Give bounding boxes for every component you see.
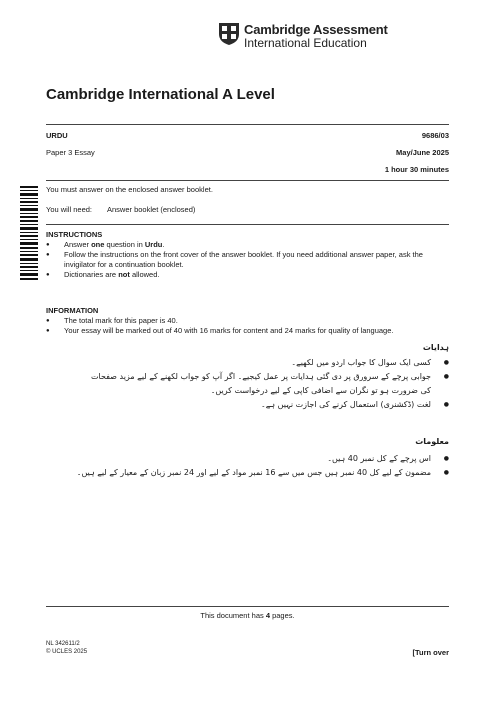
barcode: [20, 186, 38, 282]
paper-title: Paper 3 Essay: [46, 148, 95, 157]
divider: [46, 124, 449, 125]
cambridge-logo: [218, 22, 388, 50]
you-will-need-label: You will need:: [46, 205, 93, 214]
list-item: ● اس پرچے کے کل نمبر 40 ہیں۔: [49, 452, 449, 466]
duration: 1 hour 30 minutes: [384, 165, 449, 174]
urdu-instructions-list: [49, 356, 449, 412]
list-item: ● Dictionaries are not allowed.: [46, 270, 440, 280]
divider: [46, 224, 449, 225]
org-name-line2: International Education: [244, 36, 367, 50]
paper-code: 9686/03: [421, 131, 449, 140]
instructions-list: [46, 240, 440, 280]
list-item: ● Answer one question in Urdu.: [46, 240, 440, 250]
you-will-need-value: Answer booklet (enclosed): [107, 205, 196, 214]
urdu-instructions-heading: ہدایات: [422, 343, 449, 352]
turn-over: [Turn over: [412, 648, 449, 657]
qualification-title: Cambridge International A Level: [46, 86, 275, 103]
list-item: ● The total mark for this paper is 40.: [46, 316, 446, 326]
document-id: NL 342611/2: [46, 641, 80, 647]
list-item: ● Your essay will be marked out of 40 with 16 marks for content and 24 marks for quality of language.: [46, 326, 446, 336]
urdu-information-list: [49, 452, 449, 480]
list-item: ● مضمون کے لیے کل 40 نمبر ہیں جس میں سے 16 نمبر مواد کے لیے اور 24 نمبر زبان کے معیار کے لیے ہیں۔: [49, 466, 449, 480]
session: May/June 2025: [396, 148, 449, 157]
divider: [46, 180, 449, 181]
list-item: ● کسی ایک سوال کا جواب اردو میں لکھیے۔: [49, 356, 449, 370]
org-name-line1: Cambridge Assessment: [244, 22, 388, 37]
copyright: © UCLES 2025: [46, 649, 88, 655]
urdu-information-heading: معلومات: [415, 437, 449, 446]
divider: [46, 606, 449, 607]
information-heading: INFORMATION: [46, 306, 99, 315]
subject: URDU: [46, 131, 68, 140]
instructions-heading: INSTRUCTIONS: [46, 230, 103, 239]
list-item: ● لغت (ڈکشنری) استعمال کرنے کی اجازت نہیں ہے۔: [49, 398, 449, 412]
list-item: ● جوابی پرچے کے سرورق پر دی گئی ہدایات پر عمل کیجیے۔ اگر آپ کو جواب لکھنے کے لیے مزید صفحات کی ضرورت ہو تو نگران سے اضافی کاپی کے لیے درخواست کریں۔: [49, 370, 449, 398]
crest-icon: [218, 22, 240, 46]
answer-note: You must answer on the enclosed answer booklet.: [46, 185, 213, 194]
information-list: [46, 316, 446, 336]
page-count: This document has 4 pages.: [200, 611, 295, 620]
list-item: ● Follow the instructions on the front cover of the answer booklet. If you need additional answer paper, ask the invigilator for a continuation booklet.: [46, 250, 440, 270]
